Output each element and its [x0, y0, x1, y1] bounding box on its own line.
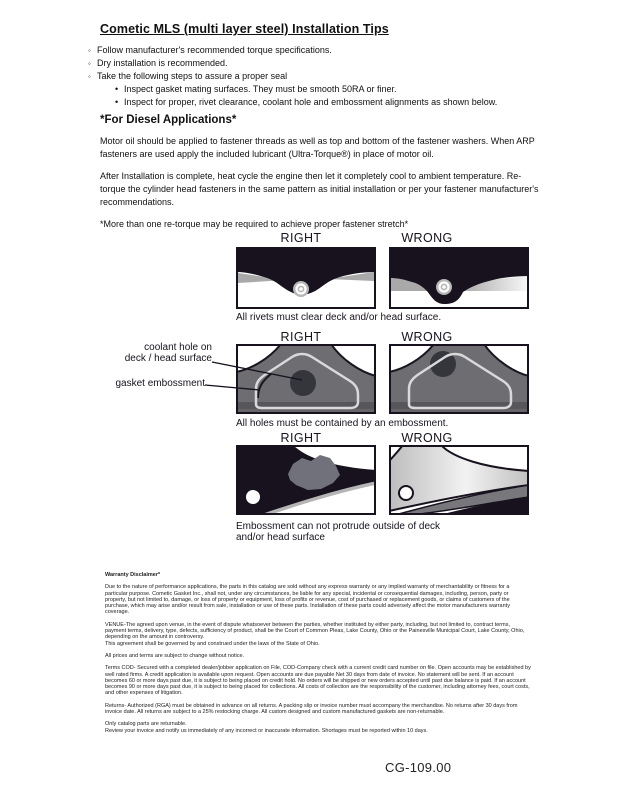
- coolant-hole: [290, 370, 316, 396]
- warranty-paragraph: Returns- Authorized (RGA) must be obtained in advance on all returns. A packing slip or invoice number must accompany the merchandise. No returns after 30 days from invoice date. All returns are subject to a 25% restocking charge. All custom designed and custom manufactured gaskets are non-returnable.: [105, 702, 518, 716]
- warranty-paragraph: All prices and terms are subject to change without notice.: [105, 652, 245, 659]
- list-item-text: Take the following steps to assure a proper seal: [97, 71, 288, 81]
- open-bullet-icon: ◦: [88, 72, 91, 81]
- warranty-paragraph: This agreement shall be governed by and construed under the laws of the State of Ohio.: [105, 640, 320, 647]
- list-item-text: Inspect for proper, rivet clearance, coolant hole and embossment alignments as shown below.: [124, 97, 498, 107]
- embossment-right-figure: [236, 344, 376, 414]
- rivet-icon: [436, 279, 452, 295]
- bolt-hole: [399, 486, 413, 500]
- bolt-hole: [246, 490, 260, 504]
- row2-caption: All holes must be contained by an embossment.: [236, 418, 449, 429]
- warranty-paragraph: Terms COD- Secured with a completed dealer/jobber application on File, COD-Company check with a current credit card number on file. Open accounts may be established by well rated firms. A credit application is available upon request. Open accounts are due payable Net 30 days from date of invoice. No statement will be sent. If an account becomes 60 or more days past due, it is subject to being placed on credit hold. No orders will be shipped or new orders accepted until past due balance is paid. If an account becomes 90 or more days past due, it is subject to being placed for collections. All costs of collection are the responsibility of the customer, including attorney fees, court costs, and other expenses of litigation.: [105, 665, 531, 697]
- list-item: [88, 44, 497, 57]
- diesel-applications-section: [100, 114, 540, 240]
- row1-caption: All rivets must clear deck and/or head surface.: [236, 312, 442, 323]
- rivet-right-figure: [236, 247, 376, 309]
- installation-tips-list: [88, 44, 497, 109]
- list-item-text: Inspect gasket mating surfaces. They must be smooth 50RA or finer.: [124, 84, 397, 94]
- wrong-label: WRONG: [401, 231, 453, 245]
- page-title: Cometic MLS (multi layer steel) Installation Tips: [100, 22, 389, 36]
- wrong-label: WRONG: [401, 330, 453, 344]
- diesel-note: *More than one re-torque may be required to achieve proper fastener stretch*: [100, 219, 409, 229]
- list-item: [88, 57, 497, 70]
- diesel-heading: *For Diesel Applications*: [100, 114, 237, 126]
- list-item-text: Follow manufacturer's recommended torque specifications.: [97, 45, 332, 55]
- bullet-icon: •: [115, 84, 119, 94]
- bullet-icon: •: [115, 97, 119, 107]
- protrude-wrong-figure: [389, 445, 529, 515]
- warranty-paragraph: VENUE-The agreed upon venue, in the event of dispute whatsoever between the parties, whether instituted by either party, including, but not limited to, contract terms, payment terms, delivery, type, defects, sufficiency of product, shall be the Court of Common Pleas, Lake County, Ohio or the Painesville Municipal Court, Lake County, Ohio, depending on the amount in controversy.: [105, 621, 525, 641]
- rivet-icon: [293, 281, 309, 297]
- warranty-paragraph: Only catalog parts are returnable.: [105, 721, 187, 728]
- warranty-section: [105, 572, 531, 734]
- wrong-label: WRONG: [401, 431, 453, 445]
- list-item: [88, 96, 497, 109]
- protrude-right-figure: [236, 445, 376, 515]
- warranty-heading: Warranty Disclaimer*: [105, 572, 161, 578]
- open-bullet-icon: ◦: [88, 46, 91, 55]
- list-item: [88, 83, 497, 96]
- open-bullet-icon: ◦: [88, 59, 91, 68]
- right-label: RIGHT: [280, 330, 322, 344]
- diesel-paragraph: Motor oil should be applied to fastener threads as well as top and bottom of the fastener washers. When ARP fasteners are used apply the included lubricant (Ultra-Torque®) in place of motor oil.: [100, 136, 535, 159]
- list-item-text: Dry installation is recommended.: [97, 58, 228, 68]
- embossment-wrong-figure: [389, 344, 529, 414]
- diesel-paragraph: After Installation is complete, heat cycle the engine then let it completely cool to ambient temperature. Re-torque the cylinder head fasteners in the same pattern as initial installation or per your fastener manufacturer's recommendations.: [100, 171, 539, 207]
- warranty-paragraph: Due to the nature of performance applications, the parts in this catalog are sold without any express warranty or any implied warranty of merchantability or fitness for a particular purpose. Cometic Gasket Inc., shall not, under any circumstances, be liable for any special, incidental or consequential damages, including, person, party or property, but not limited to, damage, or loss of property or equipment, loss of profits or revenue, cost of purchased or replacement goods, or claims of customers of the purchase, which may arise and/or result from sale, installation or use of these parts. Installation of these parts could adversely affect the motor manufacturers warranty coverage.: [105, 584, 510, 616]
- right-label: RIGHT: [280, 231, 322, 245]
- right-label: RIGHT: [280, 431, 322, 445]
- list-item: [88, 70, 497, 83]
- gasket-embossment-label: gasket embossment: [115, 378, 205, 389]
- coolant-hole-label: coolant hole on deck / head surface: [124, 342, 212, 364]
- row3-caption: Embossment can not protrude outside of deck and/or head surface: [236, 521, 441, 543]
- page-number-code: CG-109.00: [385, 760, 452, 775]
- rivet-wrong-figure: [389, 247, 529, 309]
- warranty-paragraph: Review your invoice and notify us immediately of any incorrect or inaccurate information. Shortages must be reported within 10 days.: [105, 727, 428, 734]
